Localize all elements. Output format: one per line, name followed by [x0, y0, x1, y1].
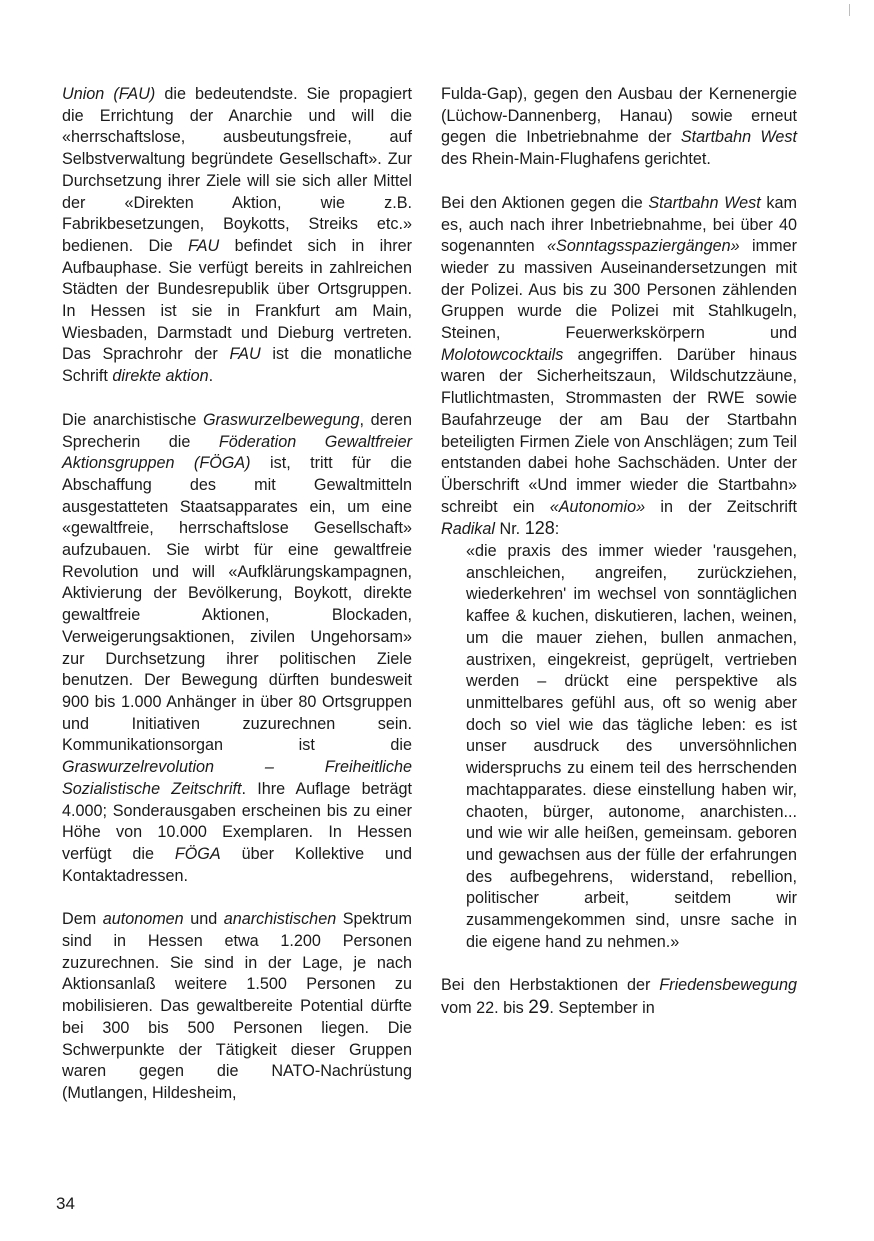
paragraph-herbstaktionen: Bei den Herbstaktionen der Friedensbewegung vom 22. bis 29. September in: [441, 976, 797, 1019]
page-number: 34: [56, 1194, 75, 1213]
paragraph-autonome-spektrum: Dem autonomen und anarchistischen Spektrum sind in Hessen etwa 1.200 Personen zuzurechnen. Sie sind in der Lage, je nach Aktionsanlaß weitere 1.500 Personen zu mobilisieren. Das gewaltbereite Potential dürfte bei 300 bis 500 Personen liegen. Die Schwerpunkte der Tätigkeit dieser Gruppen waren gegen die NATO-Nachrüstung (Mutlangen, Hildesheim,: [62, 910, 412, 1102]
paragraph-graswurzelbewegung: Die anarchistische Graswurzelbewegung, deren Sprecherin die Föderation Gewaltfreier Aktionsgruppen (FÖGA) ist, tritt für die Abschaffung des mit Gewaltmitteln ausgestatteten Staatsapparates ein, um eine «gewaltfreie, herrschaftslose Gesellschaft» aufzubauen. Sie wirbt für eine gewaltfreie Revolution und will «Aufklärungskampagnen, Aktivierung der Bevölkerung, Boykott, direkte gewaltfreie Aktionen, Blockaden, Verweigerungsaktionen, zivilen Ungehorsam» zur Durchsetzung ihrer politischen Ziele benutzen. Der Bewegung dürften bundesweit 900 bis 1.000 Anhänger in über 80 Ortsgruppen und Initiativen zuzurechnen sein. Kommunikationsorgan ist die Graswurzelrevolution – Freiheitliche Sozialistische Zeitschrift. Ihre Auflage beträgt 4.000; Sonderausgaben erscheinen bis zu einer Höhe von 10.000 Exemplaren. In Hessen verfügt die FÖGA über Kollektive und Kontaktadressen.: [62, 410, 412, 885]
paragraph-fau: Union (FAU) die bedeutendste. Sie propagiert die Errichtung der Anarchie und will die «herrschaftslose, ausbeutungsfreie, auf Selbstverwaltung begründete Gesellschaft». Zur Durchsetzung ihrer Ziele will sie sich aller Mittel der «Direkten Aktion, wie z.B. Fabrikbesetzungen, Boykotts, Streiks etc.» bedienen. Die FAU befindet sich in ihrer Aufbauphase. Sie verfügt bereits in zahlreichen Städten der Bundesrepublik über Ortsgruppen. In Hessen ist sie in Frankfurt am Main, Wiesbaden, Darmstadt und Dieburg vertreten. Das Sprachrohr der FAU ist die monatliche Schrift direkte aktion.: [62, 85, 412, 386]
paragraph-startbahn-west: Bei den Aktionen gegen die Startbahn West kam es, auch nach ihrer Inbetriebnahme, bei über 40 sogenannten «Sonntagsspaziergängen» immer wieder zu massiven Auseinandersetzungen mit der Polizei. Aus bis zu 300 Personen zählenden Gruppen wurde die Polizei mit Stahlkugeln, Steinen, Feuerwerkskörpern und Molotowcocktails angegriffen. Darüber hinaus waren der Sicherheitszaun, Wildschutzzäune, Flutlichtmasten, Strommasten der RWE sowie Baufahrzeuge der am Bau der Startbahn beteiligten Firmen Ziele von Anschlägen; zum Teil entstanden dabei hohe Sachschäden. Unter der Überschrift «Und immer wieder die Startbahn» schreibt ein «Autonomio» in der Zeitschrift Radikal Nr. 128:: [441, 193, 797, 539]
left-column: [62, 84, 412, 1127]
block-quote-radikal: «die praxis des immer wieder 'rausgehen, anschleichen, angreifen, zurückziehen, wiederkehren' im wechsel von sonntäglichen kaffee & kuchen, diskutieren, lachen, weinen, um die mauer ziehen, bullen anmachen, austrixen, eingekreist, geprügelt, vertrieben werden – drückt eine perspektive als unmittelbares gefühl aus, oft so wenig aber doch so viel wie das tägliche leben: es ist unser ausdruck des unversöhnlichen widerspruchs zu einem teil des herrschenden machtapparates. diese einstellung haben wir, chaoten, bürger, autonome, anarchisten... und wie wir alle heißen, gemeinsam. geboren und gewachsen aus der fülle der erfahrungen des aufbegehrens, widerstand, rebellion, politischer arbeit, seitdem wir zusammengekommen sind, unsre sache in die eigene hand zu nehmen.»: [466, 542, 797, 951]
right-column: [441, 84, 797, 1042]
scan-mark: [849, 4, 850, 16]
paragraph-kernenergie: Fulda-Gap), gegen den Ausbau der Kernenergie (Lüchow-Dannenberg, Hanau) sowie erneut gegen die Inbetriebnahme der Startbahn West des Rhein-Main-Flughafens gerichtet.: [441, 85, 797, 169]
